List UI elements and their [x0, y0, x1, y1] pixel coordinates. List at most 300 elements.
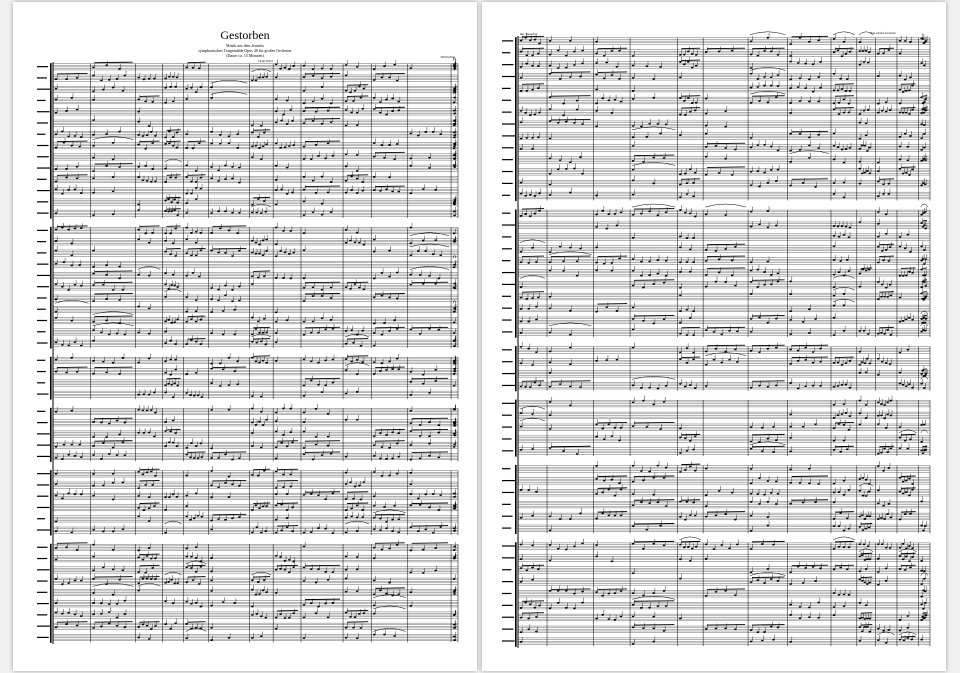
note-head: [775, 347, 778, 349]
note-head: [373, 156, 376, 158]
beam: [879, 179, 894, 180]
note-head: [877, 358, 880, 360]
note-head: [61, 583, 64, 585]
beam: [835, 108, 854, 109]
beam: [253, 577, 270, 578]
note-head: [137, 77, 140, 79]
note-head: [231, 300, 234, 302]
note-head: [559, 78, 562, 80]
note-head: [185, 581, 188, 583]
note-head: [846, 259, 849, 261]
note-head: [453, 496, 456, 498]
score-notation-right: [482, 2, 946, 671]
note-head: [877, 170, 880, 172]
note-head: [422, 383, 425, 385]
note-head: [833, 235, 836, 237]
note-head: [899, 246, 902, 248]
note-head: [905, 90, 908, 92]
note-head: [200, 188, 203, 190]
note-head: [275, 189, 278, 191]
beam: [253, 130, 270, 131]
note-head: [409, 381, 412, 383]
note-head: [409, 67, 412, 69]
note-head: [453, 493, 456, 495]
note-head: [150, 558, 153, 560]
note-head: [537, 65, 540, 67]
note-head: [228, 476, 231, 478]
note-head: [284, 146, 287, 148]
note-head: [345, 509, 348, 511]
note-head: [877, 103, 880, 105]
note-head: [251, 132, 254, 134]
note-head: [691, 67, 694, 69]
note-head: [833, 334, 836, 336]
note-head: [289, 431, 292, 433]
note-head: [345, 517, 348, 519]
note-head: [265, 505, 268, 507]
note-head: [595, 270, 598, 272]
note-head: [373, 435, 376, 437]
note-head: [210, 363, 213, 365]
note-head: [453, 530, 456, 532]
note-head: [255, 79, 258, 81]
note-head: [143, 432, 146, 434]
beam: [861, 268, 872, 269]
beam: [681, 357, 700, 358]
note-head: [453, 158, 456, 160]
note-head: [705, 364, 708, 366]
note-head: [251, 341, 254, 343]
note-head: [315, 582, 318, 584]
note-head: [137, 507, 140, 509]
note-head: [679, 209, 682, 211]
note-head: [345, 100, 348, 102]
note-head: [679, 77, 682, 79]
note-head: [924, 285, 927, 287]
note-head: [428, 328, 431, 330]
note-head: [231, 212, 234, 214]
note-head: [174, 432, 177, 434]
note-head: [859, 183, 862, 185]
note-head: [659, 66, 662, 68]
note-head: [190, 232, 193, 234]
note-head: [102, 361, 105, 363]
note-head: [705, 260, 708, 262]
note-head: [280, 189, 283, 191]
note-head: [185, 311, 188, 313]
note-head: [565, 67, 568, 69]
note-head: [569, 363, 572, 365]
note-head: [453, 63, 456, 65]
note-head: [388, 548, 391, 550]
note-head: [144, 233, 147, 235]
note-head: [841, 364, 844, 366]
note-head: [219, 143, 222, 145]
note-head: [74, 135, 77, 137]
note-head: [775, 180, 778, 182]
instrument-label-mark: [502, 123, 515, 124]
note-head: [419, 435, 422, 437]
note-head: [767, 182, 770, 184]
note-head: [228, 496, 231, 498]
note-head: [691, 53, 694, 55]
note-head: [164, 342, 167, 344]
note-head: [789, 87, 792, 89]
note-head: [361, 190, 364, 192]
note-head: [169, 253, 172, 255]
note-head: [863, 145, 866, 147]
note-head: [310, 158, 313, 160]
note-head: [92, 569, 95, 571]
note-head: [734, 149, 737, 151]
note-head: [767, 348, 770, 350]
note-head: [265, 76, 268, 78]
beam: [347, 282, 368, 283]
note-head: [303, 321, 306, 323]
note-head: [859, 351, 862, 353]
note-head: [345, 483, 348, 485]
beam: [305, 452, 340, 453]
note-head: [190, 567, 193, 569]
note-head: [581, 62, 584, 64]
note-head: [286, 123, 289, 125]
note-head: [833, 133, 836, 135]
note-head: [112, 549, 115, 551]
system-bracket: [50, 63, 52, 218]
note-head: [170, 201, 173, 203]
note-head: [116, 78, 119, 80]
note-head: [317, 155, 320, 157]
instrument-label-mark: [502, 319, 511, 320]
note-head: [124, 613, 127, 615]
instrument-label-mark: [502, 331, 512, 332]
note-head: [535, 306, 538, 308]
note-head: [705, 249, 708, 251]
note-head: [174, 86, 177, 88]
note-head: [694, 172, 697, 174]
note-head: [549, 372, 552, 374]
note-head: [137, 487, 140, 489]
note-head: [251, 357, 254, 359]
note-head: [911, 109, 914, 111]
note-head: [534, 382, 537, 384]
note-head: [770, 274, 773, 276]
note-head: [332, 359, 335, 361]
note-head: [312, 459, 315, 461]
note-head: [520, 77, 523, 79]
note-head: [640, 275, 643, 277]
beam: [707, 327, 745, 328]
note-head: [164, 233, 167, 235]
note-head: [303, 110, 306, 112]
note-head: [190, 603, 193, 605]
beam: [412, 429, 448, 430]
note-head: [453, 211, 456, 213]
note-head: [843, 41, 846, 43]
note-head: [144, 165, 147, 167]
note-head: [92, 329, 95, 331]
note-head: [122, 569, 125, 571]
note-head: [663, 282, 666, 284]
note-head: [330, 287, 333, 289]
note-head: [520, 215, 523, 217]
beam: [522, 256, 544, 257]
note-head: [843, 234, 846, 236]
note-head: [705, 174, 708, 176]
note-head: [76, 177, 79, 179]
note-head: [55, 250, 58, 252]
note-head: [122, 357, 125, 359]
note-head: [924, 211, 927, 213]
beam: [835, 357, 854, 358]
note-head: [453, 97, 456, 99]
note-head: [303, 359, 306, 361]
note-head: [362, 481, 365, 483]
note-head: [789, 333, 792, 335]
note-head: [150, 181, 153, 183]
note-head: [144, 101, 147, 103]
note-head: [391, 191, 394, 193]
note-head: [549, 173, 552, 175]
note-head: [535, 261, 538, 263]
note-head: [210, 287, 213, 289]
note-head: [224, 211, 227, 213]
note-head: [819, 385, 822, 387]
note-head: [61, 498, 64, 500]
instrument-label-mark: [502, 195, 510, 196]
beam: [167, 429, 181, 430]
note-head: [607, 213, 610, 215]
note-head: [190, 87, 193, 89]
note-head: [906, 234, 909, 236]
note-head: [284, 569, 287, 571]
note-head: [770, 283, 773, 285]
beam: [188, 452, 206, 453]
beam: [879, 244, 894, 245]
note-head: [393, 158, 396, 160]
slur: [921, 311, 928, 314]
note-head: [632, 385, 635, 387]
note-head: [679, 173, 682, 175]
note-head: [137, 176, 140, 178]
beam: [792, 36, 828, 37]
note-head: [679, 196, 682, 198]
note-head: [603, 55, 606, 57]
note-head: [200, 566, 203, 568]
note-head: [632, 258, 635, 260]
note-head: [148, 638, 151, 640]
note-head: [920, 96, 923, 98]
note-head: [330, 68, 333, 70]
note-head: [611, 112, 614, 114]
note-head: [148, 358, 151, 360]
note-head: [527, 348, 530, 350]
note-head: [55, 88, 58, 90]
note-head: [579, 386, 582, 388]
note-head: [731, 50, 734, 52]
note-head: [55, 78, 58, 80]
beam: [94, 282, 132, 283]
note-head: [195, 231, 198, 233]
note-head: [356, 505, 359, 507]
note-head: [345, 109, 348, 111]
note-head: [185, 515, 188, 517]
note-head: [345, 75, 348, 77]
note-head: [925, 373, 928, 375]
note-head: [409, 274, 412, 276]
note-head: [923, 263, 926, 265]
note-head: [92, 627, 95, 629]
note-head: [777, 74, 780, 76]
note-head: [538, 210, 541, 212]
note-head: [525, 298, 528, 300]
note-head: [453, 556, 456, 558]
note-head: [176, 445, 179, 447]
note-head: [453, 360, 456, 362]
note-head: [889, 109, 892, 111]
note-head: [373, 189, 376, 191]
note-head: [843, 182, 846, 184]
note-head: [195, 492, 198, 494]
beam: [707, 167, 745, 168]
note-head: [321, 317, 324, 319]
note-head: [251, 124, 254, 126]
note-head: [200, 86, 203, 88]
note-head: [124, 600, 127, 602]
note-head: [373, 557, 376, 559]
note-head: [789, 55, 792, 57]
note-head: [715, 145, 718, 147]
note-head: [865, 404, 868, 406]
note-head: [885, 233, 888, 235]
note-head: [428, 167, 431, 169]
note-head: [360, 499, 363, 501]
note-head: [74, 341, 77, 343]
note-head: [920, 184, 923, 186]
note-head: [882, 193, 885, 195]
note-head: [799, 149, 802, 151]
note-head: [859, 221, 862, 223]
note-head: [909, 41, 912, 43]
note-head: [153, 436, 156, 438]
slur: [92, 137, 133, 140]
note-head: [263, 470, 266, 472]
note-head: [689, 271, 692, 273]
note-head: [144, 484, 147, 486]
note-head: [195, 341, 198, 343]
note-head: [118, 166, 121, 168]
note-head: [902, 112, 905, 114]
note-head: [887, 183, 890, 185]
note-head: [217, 299, 220, 301]
note-head: [843, 162, 846, 164]
note-head: [632, 98, 635, 100]
note-head: [424, 250, 427, 252]
note-head: [118, 266, 121, 268]
note-head: [92, 421, 95, 423]
note-head: [55, 263, 58, 265]
beam: [188, 62, 206, 63]
note-head: [100, 602, 103, 604]
note-head: [877, 162, 880, 164]
note-head: [190, 193, 193, 195]
note-head: [799, 100, 802, 102]
note-head: [65, 372, 68, 374]
note-head: [388, 475, 391, 477]
note-head: [549, 40, 552, 42]
note-head: [137, 204, 140, 206]
note-head: [195, 321, 198, 323]
note-head: [632, 136, 635, 138]
note-head: [255, 526, 258, 528]
note-head: [388, 361, 391, 363]
note-head: [255, 253, 258, 255]
note-head: [292, 566, 295, 568]
note-head: [356, 569, 359, 571]
instrument-label-mark: [502, 171, 513, 172]
note-head: [663, 157, 666, 159]
note-head: [890, 294, 893, 296]
note-head: [275, 63, 278, 65]
note-head: [321, 86, 324, 88]
note-head: [419, 457, 422, 459]
system-bracket: [515, 37, 517, 201]
note-head: [350, 189, 353, 191]
note-head: [112, 531, 115, 533]
note-head: [362, 612, 365, 614]
note-head: [843, 275, 846, 277]
note-head: [775, 96, 778, 98]
instrument-label-mark: [37, 179, 47, 180]
beam: [305, 327, 340, 328]
note-head: [385, 521, 388, 523]
note-head: [922, 299, 925, 301]
note-head: [789, 61, 792, 63]
note-head: [920, 383, 923, 385]
note-head: [288, 68, 291, 70]
note-head: [210, 250, 213, 252]
note-head: [724, 126, 727, 128]
note-head: [632, 306, 635, 308]
note-head: [865, 122, 868, 124]
instrument-label-mark: [37, 134, 45, 135]
instrument-label-mark: [37, 190, 50, 191]
note-head: [142, 624, 145, 626]
note-head: [361, 108, 364, 110]
note-head: [381, 77, 384, 79]
note-head: [453, 636, 456, 638]
note-head: [549, 351, 552, 353]
note-head: [361, 330, 364, 332]
note-head: [61, 227, 64, 229]
slur: [790, 151, 829, 154]
note-head: [92, 321, 95, 323]
note-head: [303, 146, 306, 148]
note-head: [812, 385, 815, 387]
note-head: [877, 333, 880, 335]
note-head: [383, 322, 386, 324]
note-head: [167, 581, 170, 583]
note-head: [198, 67, 201, 69]
note-head: [595, 89, 598, 91]
note-head: [172, 420, 175, 422]
note-head: [185, 202, 188, 204]
note-head: [687, 50, 690, 52]
note-head: [324, 498, 327, 500]
note-head: [789, 133, 792, 135]
note-head: [55, 229, 58, 231]
note-head: [361, 181, 364, 183]
